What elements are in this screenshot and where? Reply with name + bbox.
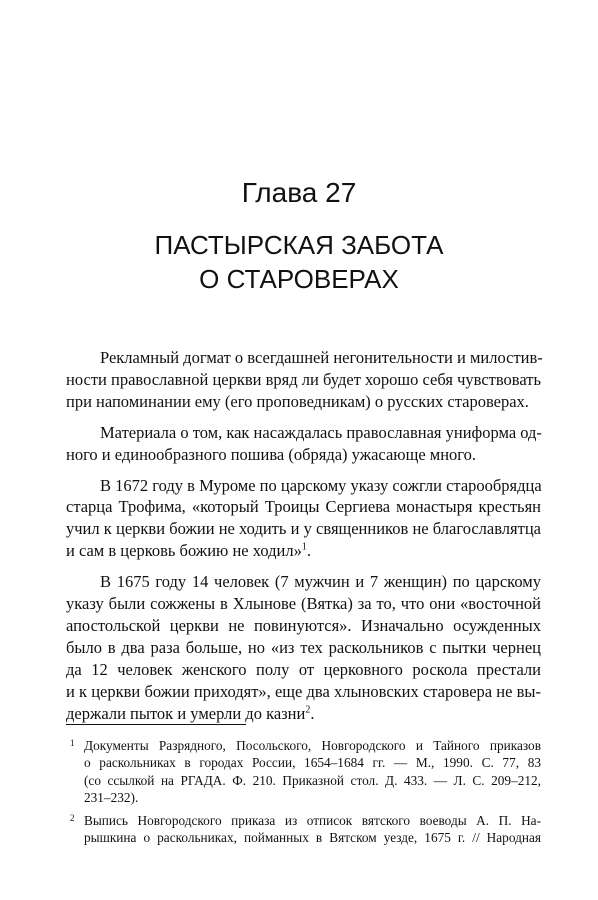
text-line: да 12 человек женского полу от церковного роскола престали [66, 659, 541, 679]
text-segment: держали пыток и умерли до казни [66, 703, 306, 723]
text-line: Рекламный догмат о всегдашней негонительности и милостив- [100, 348, 543, 367]
chapter-title-line-1: ПАСТЫРСКАЯ ЗАБОТА [154, 230, 444, 260]
footnote-1 [66, 737, 541, 807]
chapter-title [0, 228, 598, 296]
footnote-line: (со ссылкой на РГАДА. Ф. 210. Приказной стол. Д. 433. — Л. С. 209–212, [84, 772, 541, 788]
text-line: Материала о том, как насаждалась православная униформа од- [100, 422, 542, 442]
text-line: В 1672 году в Муроме по царскому указу сожгли старообрядца [100, 475, 542, 495]
text-line: ности православной церкви вряд ли будет хорошо себя чувствовать [66, 369, 541, 389]
text-line: апостольской церкви не повинуются». Изначально осужденных [66, 615, 541, 635]
text-line: и к церкви божии приходят», еще два хлыновских старовера не вы- [66, 681, 541, 701]
footnote-number: 1 [70, 738, 75, 748]
footnote-2 [66, 812, 541, 847]
footnote-divider [66, 724, 246, 725]
footnote-line: Выпись Новгородского приказа из отписок вятского воеводы А. П. На- [84, 812, 541, 828]
text-tail: . [306, 541, 311, 561]
chapter-number: Глава 27 [241, 177, 357, 208]
text-line: старца Трофима, «который Троицы Сергиева монастыря крестьян [66, 497, 541, 517]
paragraph-2 [66, 422, 541, 466]
footnote-line: о раскольниках в городах России, 1654–1684 гг. — М., 1990. С. 77, 83 [84, 755, 541, 771]
body-text [66, 347, 541, 734]
text-line: учил к церкви божии не ходить и у священников не благославлятца [66, 519, 541, 539]
text-line: при напоминании ему (его проповедникам) о русских староверах. [66, 391, 529, 411]
chapter-title-line-2: О СТАРОВЕРАХ [199, 264, 399, 294]
footnote-line: Документы Разрядного, Посольского, Новгородского и Тайного приказов [84, 738, 541, 753]
text-line: ного и единообразного пошива (обряда) ужасающе много. [66, 444, 477, 464]
footnotes [66, 737, 541, 851]
paragraph-1 [66, 347, 541, 413]
footnote-line: рышкина о раскольниках, пойманных в Вятском уезде, 1675 г. // Народная [84, 830, 541, 846]
text-line: было в два раза больше, но «из тех раскольников с пытки чернец [66, 637, 541, 657]
paragraph-3 [66, 475, 541, 563]
paragraph-4 [66, 571, 541, 724]
footnote-ref[interactable]: 2 [305, 704, 311, 716]
footnote-ref[interactable]: 1 [301, 541, 307, 553]
text-line [66, 703, 541, 725]
footnote-line: 231–232). [84, 790, 139, 806]
text-tail: . [310, 703, 315, 723]
text-segment: и сам в церковь божию не ходил» [66, 541, 302, 561]
footnote-number: 2 [70, 812, 75, 823]
text-line [66, 540, 541, 562]
text-line: В 1675 году 14 человек (7 мужчин и 7 женщин) по царскому [100, 572, 541, 592]
text-line: указу были сожжены в Хлынове (Вятка) за то, что они «восточной [66, 594, 541, 614]
